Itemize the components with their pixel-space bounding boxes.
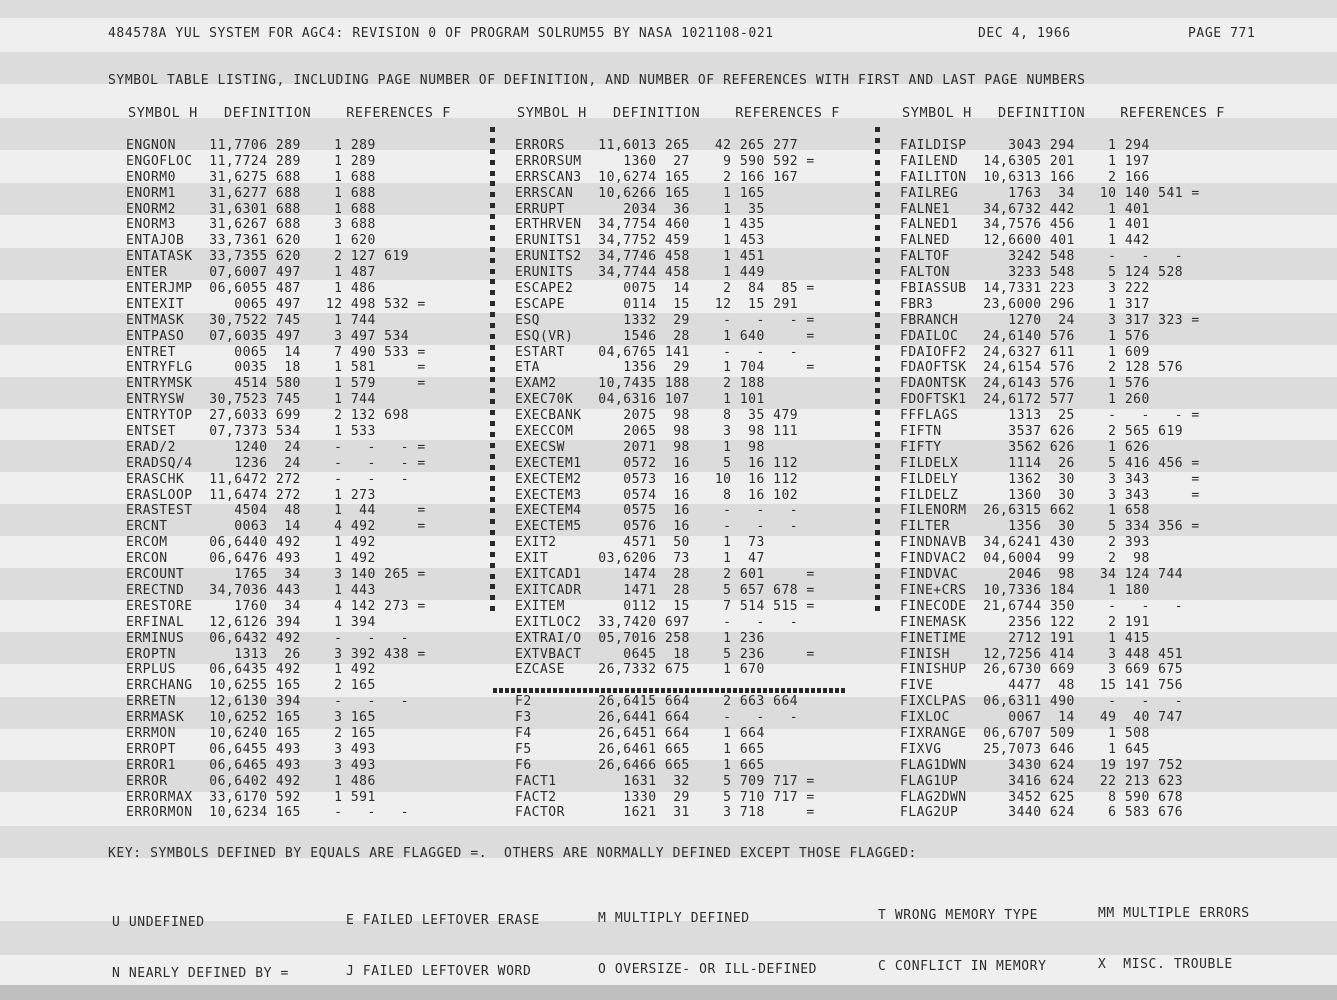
- separator-dot: [490, 399, 495, 404]
- separator-dot: [875, 367, 880, 372]
- paper-stripe: [0, 0, 1337, 18]
- symbol-row: FAILDISP 3043 294 1 294: [900, 138, 1217, 153]
- symbol-row: ENGNON 11,7706 289 1 289: [126, 138, 443, 153]
- separator-dot: [490, 508, 495, 513]
- symbol-row: ERROR1 06,6465 493 3 493: [126, 757, 443, 773]
- separator-dot: [490, 149, 495, 154]
- legend-col-2: [346, 878, 540, 997]
- symbol-row: ENTRYFLG 0035 18 1 581 =: [126, 360, 443, 376]
- separator-dot: [875, 301, 880, 306]
- symbol-row: FALNED1 34,7576 456 1 401: [900, 217, 1217, 233]
- separator-dot: [875, 181, 880, 186]
- symbol-row: FDAONTSK 24,6143 576 1 576: [900, 376, 1217, 392]
- symbol-row: EXECSW 2071 98 1 98: [515, 439, 832, 455]
- separator-dot: [490, 214, 495, 219]
- symbol-column-3: [900, 138, 1216, 821]
- separator-dot: [490, 377, 495, 382]
- separator-dot: [490, 486, 495, 491]
- symbol-row: ERRORSUM 1360 27 9 590 592 =: [515, 153, 832, 169]
- header-date: DEC 4, 1966: [978, 26, 1071, 41]
- legend-col-5: [1098, 871, 1250, 990]
- symbol-row: ENTEXIT 0065 497 12 498 532 =: [126, 296, 443, 312]
- symbol-row: ESCAPE 0114 15 12 15 291: [515, 296, 832, 312]
- separator-dot: [490, 519, 495, 524]
- legend-item: C CONFLICT IN MEMORY: [878, 959, 1047, 974]
- symbol-row: ERASTEST 4504 48 1 44 =: [126, 503, 443, 519]
- symbol-row: EXIT 03,6206 73 1 47: [515, 551, 832, 567]
- separator-dot: [875, 574, 880, 579]
- separator-dot: [875, 323, 880, 328]
- symbol-row: ERCOUNT 1765 34 3 140 265 =: [126, 567, 443, 583]
- separator-dot: [490, 465, 495, 470]
- symbol-row: EXITCAD1 1474 28 2 601 =: [515, 567, 832, 583]
- symbol-row: ENORM1 31,6277 688 1 688: [126, 185, 443, 201]
- separator-dot: [490, 279, 495, 284]
- legend-item: N NEARLY DEFINED BY =: [112, 966, 289, 981]
- symbol-row: EXAM2 10,7435 188 2 188: [515, 376, 832, 392]
- separator-dot: [875, 421, 880, 426]
- symbol-row: FIVE 4477 48 15 141 756: [900, 678, 1217, 694]
- separator-dot: [490, 138, 495, 143]
- listing-subtitle: SYMBOL TABLE LISTING, INCLUDING PAGE NUMBER OF DEFINITION, AND NUMBER OF REFERENCES WITH FIRST AND LAST PAGE NUMBERS: [108, 73, 1086, 88]
- symbol-row: ENTER 07,6007 497 1 487: [126, 265, 443, 281]
- symbol-row: FLAG1UP 3416 624 22 213 623: [900, 773, 1217, 789]
- symbol-row: FINETIME 2712 191 1 415: [900, 630, 1217, 646]
- symbol-row: F4 26,6451 664 1 664: [515, 725, 832, 741]
- symbol-row: ERUNITS2 34,7746 458 1 451: [515, 249, 832, 265]
- separator-dots-2: [873, 122, 881, 617]
- symbol-row: EXECTEM3 0574 16 8 16 102: [515, 487, 832, 503]
- symbol-row: EXIT2 4571 50 1 73: [515, 535, 832, 551]
- legend-item: J FAILED LEFTOVER WORD: [346, 964, 532, 979]
- separator-dot: [490, 323, 495, 328]
- header-program-line: 484578A YUL SYSTEM FOR AGC4: REVISION 0 OF PROGRAM SOLRUM55 BY NASA 1021108-021: [108, 26, 774, 41]
- separator-dot: [490, 443, 495, 448]
- symbol-row: EXECCOM 2065 98 3 98 111: [515, 424, 832, 440]
- symbol-row: ESCAPE2 0075 14 2 84 85 =: [515, 281, 832, 297]
- symbol-row: FAILEND 14,6305 201 1 197: [900, 153, 1217, 169]
- page-bottom-edge: [0, 985, 1337, 1000]
- symbol-row: FIFTN 3537 626 2 565 619: [900, 424, 1217, 440]
- symbol-row: FAILITON 10,6313 166 2 166: [900, 169, 1217, 185]
- symbol-row: FBIASSUB 14,7331 223 3 222: [900, 281, 1217, 297]
- symbol-row: ERUNITS1 34,7752 459 1 453: [515, 233, 832, 249]
- symbol-row: ERRORMON 10,6234 165 - - -: [126, 805, 443, 821]
- symbol-row: FINECODE 21,6744 350 - - -: [900, 598, 1217, 614]
- separator-dot: [490, 258, 495, 263]
- symbol-row: FILDELY 1362 30 3 343 =: [900, 471, 1217, 487]
- symbol-row: FINDVAC 2046 98 34 124 744: [900, 567, 1217, 583]
- separator-dot: [490, 290, 495, 295]
- symbol-row: ERRSCAN 10,6266 165 1 165: [515, 185, 832, 201]
- symbol-row: FINISH 12,7256 414 3 448 451: [900, 646, 1217, 662]
- symbol-row: EROPTN 1313 26 3 392 438 =: [126, 646, 443, 662]
- symbol-row: FINDNAVB 34,6241 430 2 393: [900, 535, 1217, 551]
- symbol-row: F3 26,6441 664 - - -: [515, 710, 832, 726]
- symbol-row: FIXRANGE 06,6707 509 1 508: [900, 725, 1217, 741]
- separator-dot: [490, 606, 495, 611]
- symbol-row: FDAOFTSK 24,6154 576 2 128 576: [900, 360, 1217, 376]
- symbol-row: ERASLOOP 11,6474 272 1 273: [126, 487, 443, 503]
- separator-dots-1: [488, 122, 496, 617]
- symbol-row: FIXCLPAS 06,6311 490 - - -: [900, 694, 1217, 710]
- symbol-row: FIFTY 3562 626 1 626: [900, 439, 1217, 455]
- symbol-row: FINDVAC2 04,6004 99 2 98: [900, 551, 1217, 567]
- symbol-row: EXTVBACT 0645 18 5 236 =: [515, 646, 832, 662]
- separator-dot: [875, 279, 880, 284]
- symbol-row: ERRORS 11,6013 265 42 265 277: [515, 138, 832, 153]
- separator-dot: [875, 399, 880, 404]
- symbol-row: FFFLAGS 1313 25 - - - =: [900, 408, 1217, 424]
- symbol-row: ENTRYSW 30,7523 745 1 744: [126, 392, 443, 408]
- separator-dot: [875, 552, 880, 557]
- symbol-row: ERTHRVEN 34,7754 460 1 435: [515, 217, 832, 233]
- symbol-row: ERCOM 06,6440 492 1 492: [126, 535, 443, 551]
- separator-dot: [490, 247, 495, 252]
- separator-dot: [875, 160, 880, 165]
- symbol-row: FILDELZ 1360 30 3 343 =: [900, 487, 1217, 503]
- symbol-row: ERROR 06,6402 492 1 486: [126, 773, 443, 789]
- legend-item: T WRONG MEMORY TYPE: [878, 908, 1039, 923]
- symbol-row: ERRORMAX 33,6170 592 1 591: [126, 789, 443, 805]
- legend-item: X MISC. TROUBLE: [1098, 957, 1233, 972]
- symbol-row: FBRANCH 1270 24 3 317 323 =: [900, 312, 1217, 328]
- symbol-row: FALTOF 3242 548 - - -: [900, 249, 1217, 265]
- separator-dot: [875, 377, 880, 382]
- legend-item: O OVERSIZE- OR ILL-DEFINED: [598, 962, 818, 977]
- legend-col-4: [878, 873, 1047, 992]
- separator-dot: [490, 225, 495, 230]
- legend-item: MM MULTIPLE ERRORS: [1098, 906, 1250, 921]
- symbol-row: EXTRAI/O 05,7016 258 1 236: [515, 630, 832, 646]
- separator-dot: [490, 171, 495, 176]
- separator-dot: [490, 584, 495, 589]
- separator-dot: [490, 269, 495, 274]
- symbol-row: FILTER 1356 30 5 334 356 =: [900, 519, 1217, 535]
- symbol-row: FINISHUP 26,6730 669 3 669 675: [900, 662, 1217, 678]
- symbol-row: ENTERJMP 06,6055 487 1 486: [126, 281, 443, 297]
- symbol-row: FAILREG 1763 34 10 140 541 =: [900, 185, 1217, 201]
- separator-dot: [875, 432, 880, 437]
- symbol-row: FBR3 23,6000 296 1 317: [900, 296, 1217, 312]
- symbol-row: ERAD/2 1240 24 - - - =: [126, 439, 443, 455]
- symbol-row: FALTON 3233 548 5 124 528: [900, 265, 1217, 281]
- symbol-row: ERRUPT 2034 36 1 35: [515, 201, 832, 217]
- symbol-row: F6 26,6466 665 1 665: [515, 757, 832, 773]
- separator-dot: [875, 443, 880, 448]
- symbol-row: EXECTEM2 0573 16 10 16 112: [515, 471, 832, 487]
- separator-dot: [490, 476, 495, 481]
- separator-dot: [490, 345, 495, 350]
- symbol-row: ESTART 04,6765 141 - - -: [515, 344, 832, 360]
- separator-dot: [490, 192, 495, 197]
- symbol-row: ERECTND 34,7036 443 1 443: [126, 582, 443, 598]
- symbol-row: EXEC70K 04,6316 107 1 101: [515, 392, 832, 408]
- separator-dot: [875, 127, 880, 132]
- symbol-row: FLAG2UP 3440 624 6 583 676: [900, 805, 1217, 821]
- symbol-row: FILENORM 26,6315 662 1 658: [900, 503, 1217, 519]
- symbol-row: FDOFTSK1 24,6172 577 1 260: [900, 392, 1217, 408]
- symbol-row: EZCASE 26,7332 675 1 670: [515, 662, 832, 678]
- symbol-row: ESQ 1332 29 - - - =: [515, 312, 832, 328]
- separator-dot: [490, 410, 495, 415]
- separator-dot: [875, 236, 880, 241]
- symbol-row: ENTMASK 30,7522 745 1 744: [126, 312, 443, 328]
- symbol-row: ENTRYMSK 4514 580 1 579 =: [126, 376, 443, 392]
- separator-dot: [875, 595, 880, 600]
- separator-dot: [875, 519, 880, 524]
- symbol-row: EXECTEM4 0575 16 - - -: [515, 503, 832, 519]
- separator-dot: [490, 203, 495, 208]
- separator-dot: [490, 236, 495, 241]
- symbol-row: ERFINAL 12,6126 394 1 394: [126, 614, 443, 630]
- header-page-number: PAGE 771: [1188, 26, 1256, 41]
- separator-dot: [490, 421, 495, 426]
- symbol-row: EXITEM 0112 15 7 514 515 =: [515, 598, 832, 614]
- symbol-row: ESQ(VR) 1546 28 1 640 =: [515, 328, 832, 344]
- symbol-row: FIXVG 25,7073 646 1 645: [900, 741, 1217, 757]
- symbol-row: ENTPASO 07,6035 497 3 497 534: [126, 328, 443, 344]
- separator-dot: [490, 334, 495, 339]
- symbol-row: ENGOFLOC 11,7724 289 1 289: [126, 153, 443, 169]
- symbol-row: EXECBANK 2075 98 8 35 479: [515, 408, 832, 424]
- symbol-row: ENTAJOB 33,7361 620 1 620: [126, 233, 443, 249]
- separator-dot: [875, 171, 880, 176]
- separator-dot: [490, 454, 495, 459]
- separator-dot: [490, 497, 495, 502]
- separator-dot: [875, 225, 880, 230]
- symbol-row: ENTATASK 33,7355 620 2 127 619: [126, 249, 443, 265]
- symbol-row: FACT2 1330 29 5 710 717 =: [515, 789, 832, 805]
- separator-dot: [875, 563, 880, 568]
- separator-dot: [875, 530, 880, 535]
- symbol-row: ENORM2 31,6301 688 1 688: [126, 201, 443, 217]
- separator-dot: [875, 214, 880, 219]
- separator-dot: [875, 356, 880, 361]
- legend-col-1: [112, 880, 289, 999]
- symbol-row: FACTOR 1621 31 3 718 =: [515, 805, 832, 821]
- separator-dot: [490, 181, 495, 186]
- symbol-row: ETA 1356 29 1 704 =: [515, 360, 832, 376]
- separator-dot: [490, 432, 495, 437]
- symbol-row: F5 26,6461 665 1 665: [515, 741, 832, 757]
- separator-dot: [875, 388, 880, 393]
- symbol-row: EXECTEM5 0576 16 - - -: [515, 519, 832, 535]
- symbol-row: FALNED 12,6600 401 1 442: [900, 233, 1217, 249]
- symbol-row: ERCON 06,6476 493 1 492: [126, 551, 443, 567]
- symbol-column-2: [515, 138, 831, 821]
- separator-dot: [490, 356, 495, 361]
- symbol-row: ERADSQ/4 1236 24 - - - =: [126, 455, 443, 471]
- symbol-row: ENTRET 0065 14 7 490 533 =: [126, 344, 443, 360]
- symbol-row: FACT1 1631 32 5 709 717 =: [515, 773, 832, 789]
- symbol-row: ERESTORE 1760 34 4 142 273 =: [126, 598, 443, 614]
- symbol-row: ERRSCAN3 10,6274 165 2 166 167: [515, 169, 832, 185]
- separator-dot: [490, 312, 495, 317]
- symbol-row: ERRCHANG 10,6255 165 2 165: [126, 678, 443, 694]
- separator-dot: [490, 127, 495, 132]
- symbol-row: FIXLOC 0067 14 49 40 747: [900, 710, 1217, 726]
- column-header-2: SYMBOL H DEFINITION REFERENCES F: [517, 105, 840, 121]
- column-header-1: SYMBOL H DEFINITION REFERENCES F: [128, 105, 451, 121]
- symbol-row: ENTSET 07,7373 534 1 533: [126, 424, 443, 440]
- separator-dot: [490, 301, 495, 306]
- separator-dot: [490, 388, 495, 393]
- separator-dot: [490, 563, 495, 568]
- separator-dot: [875, 486, 880, 491]
- separator-dot: [875, 410, 880, 415]
- separator-dot: [490, 367, 495, 372]
- separator-dot: [875, 138, 880, 143]
- symbol-row: FDAIOFF2 24,6327 611 1 609: [900, 344, 1217, 360]
- separator-dot: [875, 606, 880, 611]
- symbol-row: FINE+CRS 10,7336 184 1 180: [900, 582, 1217, 598]
- legend-col-3: [598, 876, 817, 995]
- separator-dot: [490, 574, 495, 579]
- symbol-row: ERCNT 0063 14 4 492 =: [126, 519, 443, 535]
- separator-dot: [490, 552, 495, 557]
- symbol-row: ERRMON 10,6240 165 2 165: [126, 725, 443, 741]
- symbol-row: ENORM3 31,6267 688 3 688: [126, 217, 443, 233]
- separator-dot: [875, 149, 880, 154]
- separator-dot: [490, 541, 495, 546]
- separator-dot: [875, 454, 880, 459]
- symbol-row: EXITLOC2 33,7420 697 - - -: [515, 614, 832, 630]
- separator-dot: [875, 192, 880, 197]
- legend-item: U UNDEFINED: [112, 915, 205, 930]
- symbol-row: ERROPT 06,6455 493 3 493: [126, 741, 443, 757]
- symbol-column-1: [126, 138, 442, 821]
- separator-dot: [875, 465, 880, 470]
- separator-dot: [875, 541, 880, 546]
- separator-dot: [875, 334, 880, 339]
- symbol-row: FLAG1DWN 3430 624 19 197 752: [900, 757, 1217, 773]
- section-divider: [493, 688, 845, 693]
- separator-dot: [875, 345, 880, 350]
- separator-dot: [490, 160, 495, 165]
- separator-dot: [875, 290, 880, 295]
- symbol-row: FILDELX 1114 26 5 416 456 =: [900, 455, 1217, 471]
- symbol-row: FALNE1 34,6732 442 1 401: [900, 201, 1217, 217]
- legend-item: E FAILED LEFTOVER ERASE: [346, 913, 540, 928]
- symbol-row: ENTRYTOP 27,6033 699 2 132 698: [126, 408, 443, 424]
- separator-dot: [875, 269, 880, 274]
- legend-key-line: KEY: SYMBOLS DEFINED BY EQUALS ARE FLAGGED =. OTHERS ARE NORMALLY DEFINED EXCEPT THOSE FLAGGED:: [108, 846, 917, 861]
- symbol-row: ERPLUS 06,6435 492 1 492: [126, 662, 443, 678]
- symbol-row: FDAILOC 24,6140 576 1 576: [900, 328, 1217, 344]
- separator-dot: [490, 595, 495, 600]
- separator-dot: [875, 584, 880, 589]
- symbol-row: EXITCADR 1471 28 5 657 678 =: [515, 582, 832, 598]
- symbol-row: ERUNITS 34,7744 458 1 449: [515, 265, 832, 281]
- symbol-row: F2 26,6415 664 2 663 664: [515, 694, 832, 710]
- legend-item: M MULTIPLY DEFINED: [598, 911, 750, 926]
- separator-dot: [875, 247, 880, 252]
- symbol-row: ERMINUS 06,6432 492 - - -: [126, 630, 443, 646]
- separator-dot: [875, 203, 880, 208]
- symbol-row: ERRMASK 10,6252 165 3 165: [126, 710, 443, 726]
- column-header-3: SYMBOL H DEFINITION REFERENCES F: [902, 105, 1225, 121]
- symbol-row: EXECTEM1 0572 16 5 16 112: [515, 455, 832, 471]
- separator-dot: [875, 508, 880, 513]
- symbol-row: ERRETN 12,6130 394 - - -: [126, 694, 443, 710]
- symbol-row: FLAG2DWN 3452 625 8 590 678: [900, 789, 1217, 805]
- symbol-row: ERASCHK 11,6472 272 - - -: [126, 471, 443, 487]
- separator-dot: [875, 258, 880, 263]
- symbol-row: ENORM0 31,6275 688 1 688: [126, 169, 443, 185]
- separator-dot: [875, 497, 880, 502]
- separator-dot: [875, 312, 880, 317]
- separator-dot: [875, 476, 880, 481]
- symbol-row: FINEMASK 2356 122 2 191: [900, 614, 1217, 630]
- separator-dot: [490, 530, 495, 535]
